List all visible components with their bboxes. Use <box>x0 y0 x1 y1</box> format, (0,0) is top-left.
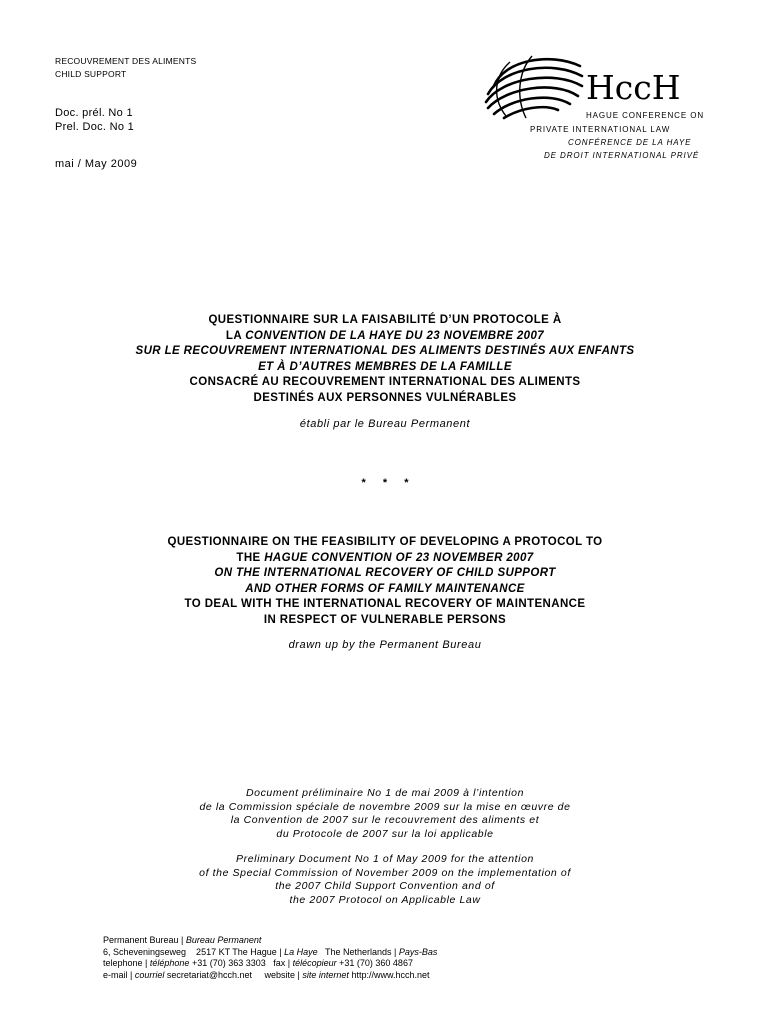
prelim-en-line: the 2007 Protocol on Applicable Law <box>289 893 481 906</box>
footer-tel-label-fr: téléphone <box>149 958 190 968</box>
footer-bureau-en: Permanent Bureau <box>103 935 179 945</box>
hcch-wordmark: HccH <box>586 68 681 107</box>
footer-fax-label-fr: télécopieur <box>292 958 337 968</box>
contact-footer <box>103 935 437 981</box>
prelim-en-line: of the Special Commission of November 2009 on the implementation of <box>199 866 571 879</box>
footer-separator: | <box>178 935 186 945</box>
title-fr-line-4: ET À D’AUTRES MEMBRES DE LA FAMILLE <box>258 360 512 373</box>
service-en: CHILD SUPPORT <box>55 69 127 79</box>
logo-line-fr-2: DE DROIT INTERNATIONAL PRIVÉ <box>544 151 700 160</box>
logo-line-en-2: PRIVATE INTERNATIONAL LAW <box>530 125 671 134</box>
footer-country-fr: Pays-Bas <box>398 946 438 957</box>
footer-email-label: e-mail | <box>103 969 135 980</box>
logo-line-en-1: HAGUE CONFERENCE ON <box>586 111 704 120</box>
title-en-line-3: ON THE INTERNATIONAL RECOVERY OF CHILD SUPPORT <box>214 567 556 579</box>
footer-address: 6, Scheveningseweg 2517 KT The Hague | <box>103 946 285 957</box>
logo-line-fr-1: CONFÉRENCE DE LA HAYE <box>568 138 692 147</box>
hcch-logo <box>480 50 730 175</box>
title-en-line-4: AND OTHER FORMS OF FAMILY MAINTENANCE <box>245 582 525 595</box>
footer-tel-label: telephone | <box>103 958 150 968</box>
globe-icon <box>480 50 586 120</box>
byline-english: drawn up by the Permanent Bureau <box>288 639 482 651</box>
title-fr-line-1: QUESTIONNAIRE SUR LA FAISABILITÉ D’UN PROTOCOLE À <box>208 314 562 326</box>
title-en-convention: HAGUE CONVENTION OF 23 NOVEMBER 2007 <box>264 551 534 564</box>
footer-tel: +31 (70) 363 3303 fax | <box>189 958 293 968</box>
title-fr-line-2-prefix: LA <box>225 329 246 342</box>
service-fr: RECOUVREMENT DES ALIMENTS <box>55 56 197 66</box>
title-french <box>0 313 770 406</box>
title-en-line-1: QUESTIONNAIRE ON THE FEASIBILITY OF DEVELOPING A PROTOCOL TO <box>167 536 603 548</box>
footer-website-link[interactable]: http://www.hcch.net <box>348 969 430 980</box>
prelim-en-line: Preliminary Document No 1 of May 2009 for the attention <box>236 853 534 865</box>
prelim-fr-line: du Protocole de 2007 sur la loi applicable <box>276 827 494 840</box>
prelim-fr-line: de la Commission spéciale de novembre 2009 sur la mise en œuvre de <box>199 800 571 813</box>
prelim-fr-line: la Convention de 2007 sur le recouvrement des aliments et <box>230 814 540 826</box>
title-en-line-2 <box>0 551 770 567</box>
footer-address-line <box>103 947 437 959</box>
title-fr-convention: CONVENTION DE LA HAYE DU 23 NOVEMBRE 2007 <box>245 329 545 342</box>
footer-email-label-fr[interactable]: courriel <box>134 969 165 980</box>
title-en-line-6: IN RESPECT OF VULNERABLE PERSONS <box>263 613 507 626</box>
footer-email[interactable]: secretariat@hcch.net website | <box>164 969 303 980</box>
doc-number-fr: Doc. prél. No 1 <box>55 107 133 119</box>
footer-site-label-fr: site internet <box>302 969 349 980</box>
prelim-en-line: the 2007 Child Support Convention and of <box>275 880 495 892</box>
footer-phone-line <box>103 958 437 970</box>
title-fr-line-2 <box>0 329 770 345</box>
section-separator: * * * <box>361 477 409 489</box>
doc-number-en: Prel. Doc. No 1 <box>55 121 135 133</box>
byline-french: établi par le Bureau Permanent <box>299 418 471 430</box>
footer-country: The Netherlands | <box>317 946 399 957</box>
footer-bureau-line <box>103 935 437 947</box>
footer-web-line <box>103 970 437 982</box>
title-fr-line-6: DESTINÉS AUX PERSONNES VULNÉRABLES <box>253 391 517 404</box>
title-english <box>0 535 770 628</box>
prelim-fr-line: Document préliminaire No 1 de mai 2009 à l’intention <box>245 787 525 799</box>
title-fr-line-5: CONSACRÉ AU RECOUVREMENT INTERNATIONAL DES ALIMENTS <box>189 376 581 388</box>
footer-city-fr: La Haye <box>284 946 318 957</box>
preliminary-note-english <box>0 853 770 907</box>
preliminary-note-french <box>0 787 770 841</box>
document-date: mai / May 2009 <box>55 158 138 170</box>
footer-fax: +31 (70) 360 4867 <box>336 958 413 968</box>
document-number <box>55 106 134 134</box>
title-en-line-2-prefix: THE <box>236 551 265 564</box>
title-en-line-5: TO DEAL WITH THE INTERNATIONAL RECOVERY OF MAINTENANCE <box>184 598 586 610</box>
service-heading <box>55 55 196 81</box>
footer-bureau-fr: Bureau Permanent <box>185 935 262 945</box>
title-fr-line-3: SUR LE RECOUVREMENT INTERNATIONAL DES ALIMENTS DESTINÉS AUX ENFANTS <box>135 345 635 357</box>
